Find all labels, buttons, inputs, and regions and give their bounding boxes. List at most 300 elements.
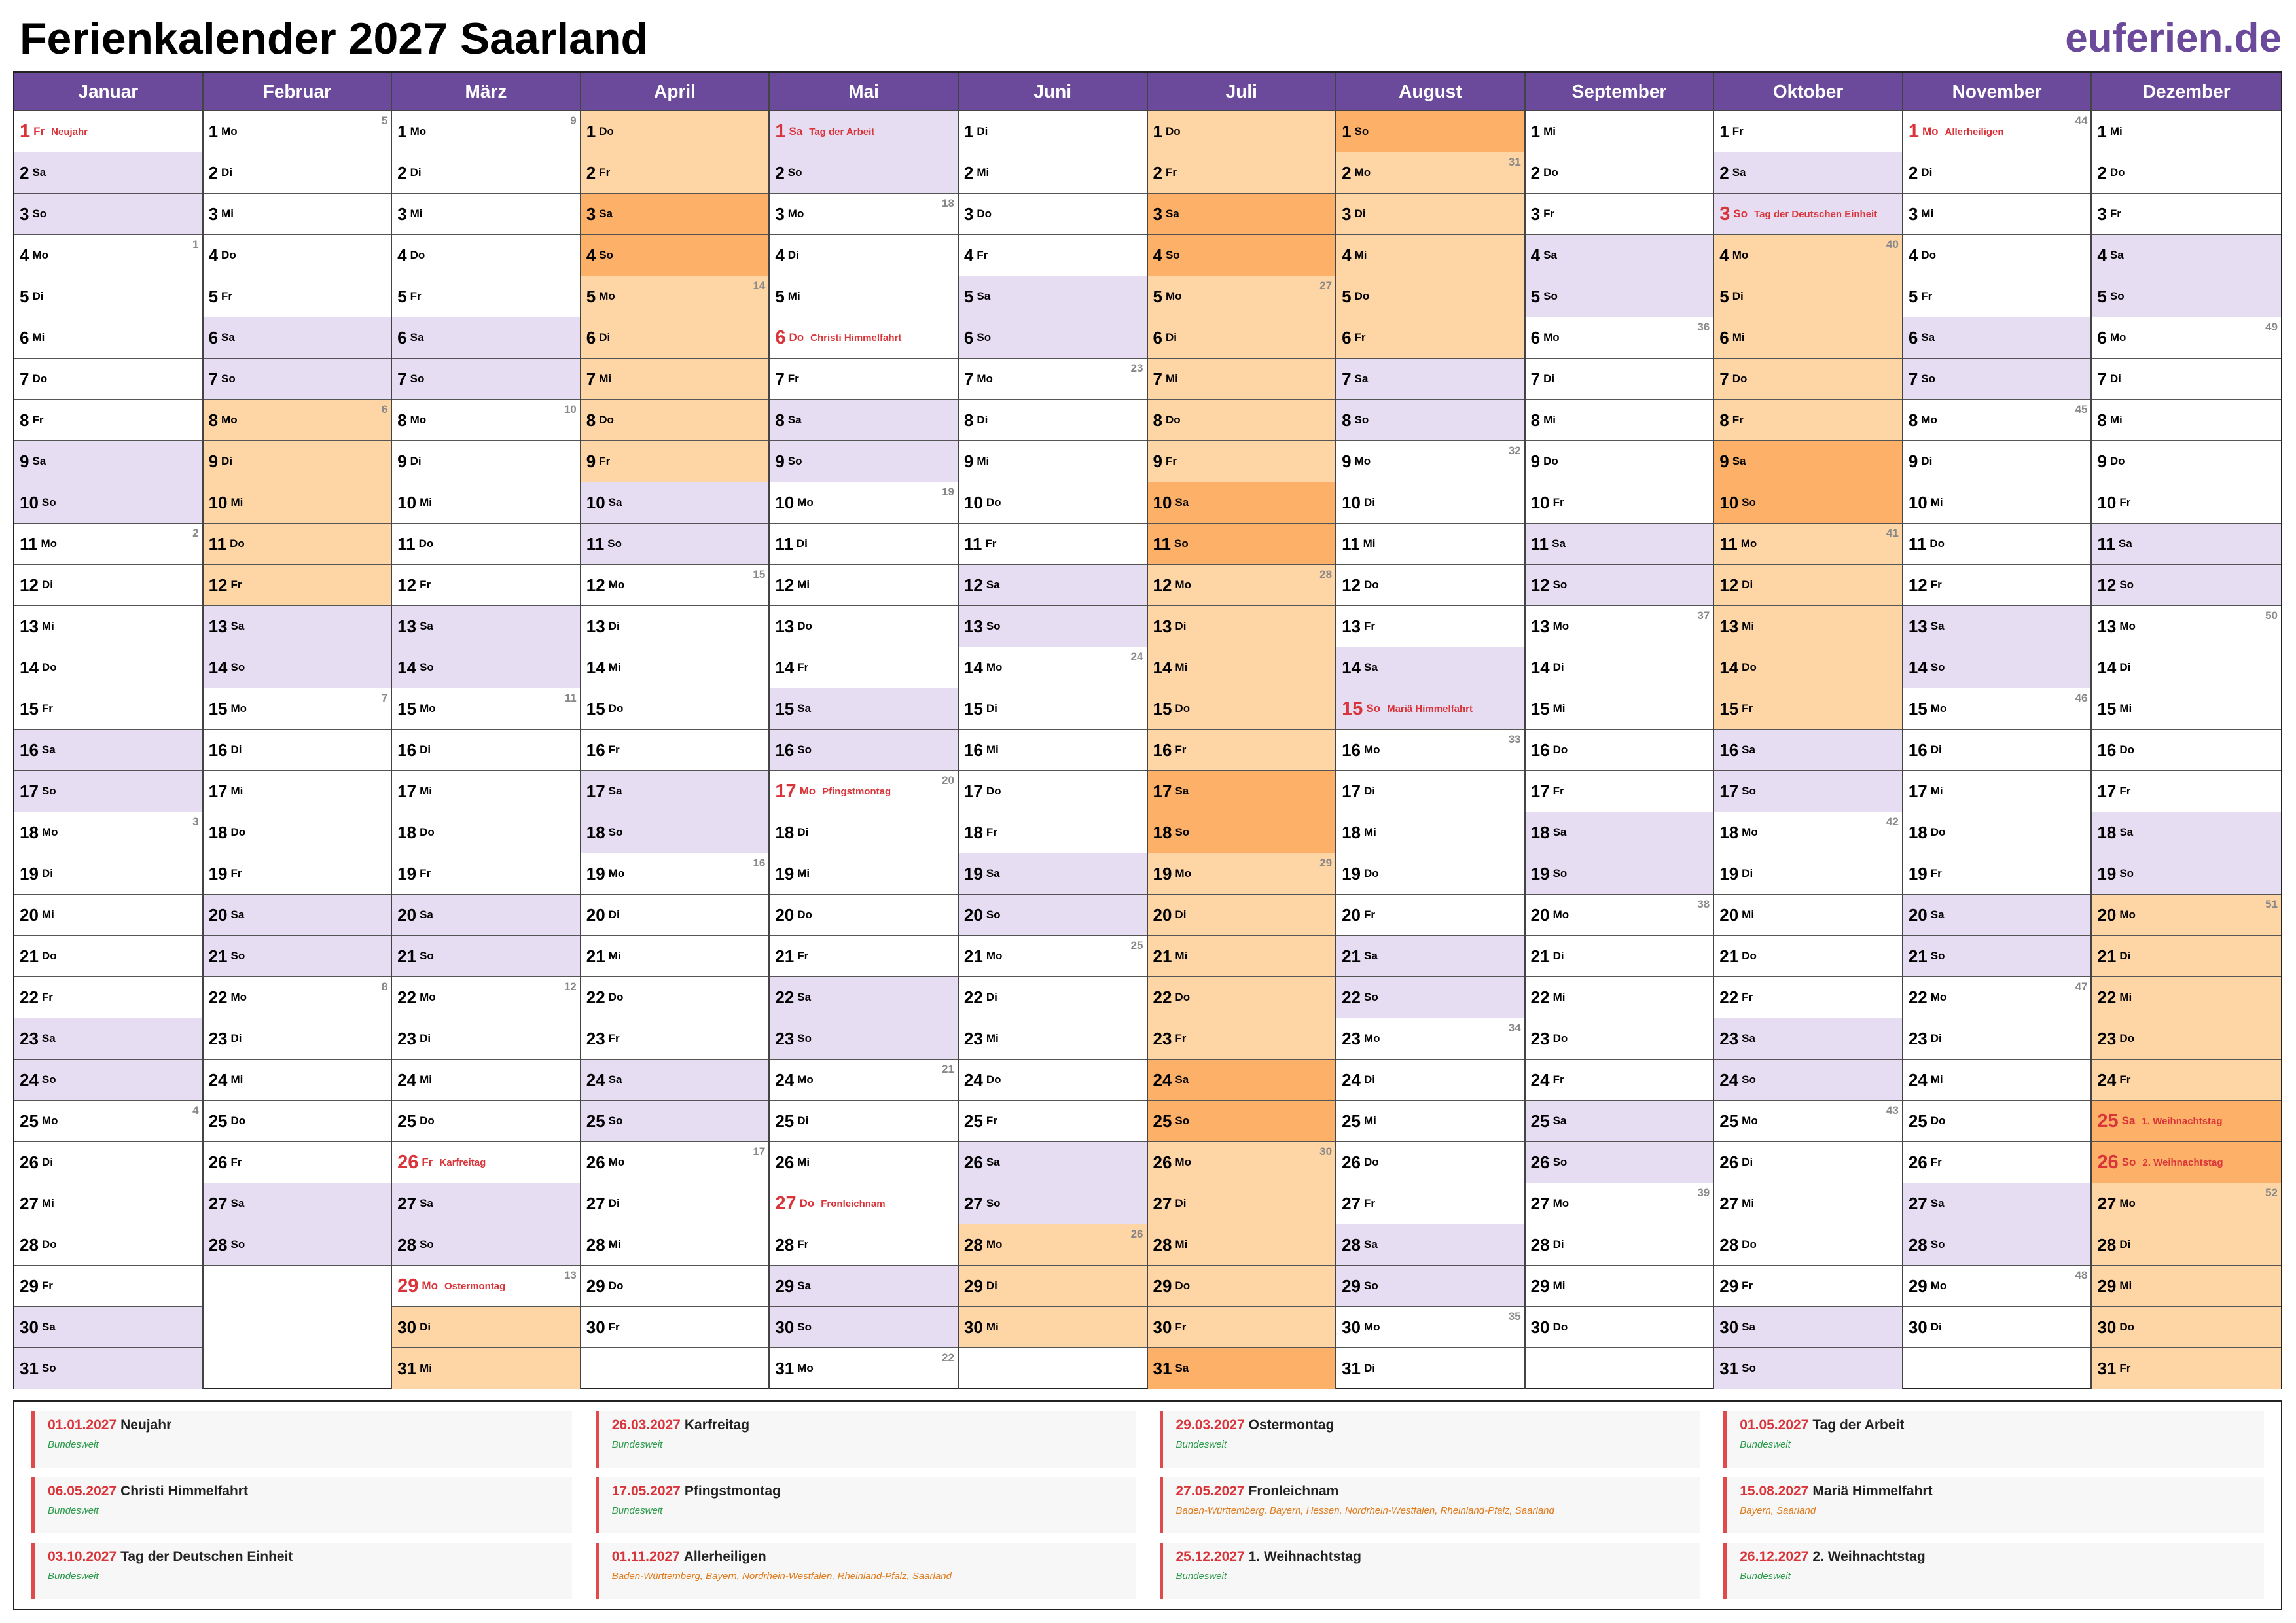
day-cell[interactable]: [1714, 647, 1902, 688]
day-cell[interactable]: [1148, 194, 1336, 235]
day-cell[interactable]: [204, 1224, 391, 1266]
day-cell[interactable]: [1148, 812, 1336, 853]
day-cell[interactable]: [581, 1183, 769, 1224]
day-cell[interactable]: [1526, 1307, 1713, 1348]
day-cell[interactable]: [1526, 606, 1713, 647]
day-cell[interactable]: [770, 1142, 958, 1183]
day-cell[interactable]: [1714, 730, 1902, 771]
day-cell[interactable]: [1526, 977, 1713, 1018]
day-cell[interactable]: [1336, 400, 1524, 441]
day-cell[interactable]: [1336, 812, 1524, 853]
day-cell[interactable]: [1714, 524, 1902, 565]
day-cell[interactable]: [14, 606, 202, 647]
day-cell[interactable]: [204, 441, 391, 482]
day-cell[interactable]: [392, 111, 580, 152]
day-cell[interactable]: [392, 977, 580, 1018]
day-cell[interactable]: [770, 730, 958, 771]
day-cell[interactable]: [2092, 1142, 2281, 1183]
day-cell[interactable]: [392, 771, 580, 812]
day-cell[interactable]: [770, 565, 958, 606]
day-cell[interactable]: [392, 1142, 580, 1183]
day-cell[interactable]: [14, 482, 202, 524]
day-cell[interactable]: [1903, 1142, 2091, 1183]
day-cell[interactable]: [1903, 194, 2091, 235]
day-cell[interactable]: [2092, 194, 2281, 235]
day-cell[interactable]: [392, 359, 580, 400]
day-cell[interactable]: [1714, 936, 1902, 977]
day-cell[interactable]: [1903, 606, 2091, 647]
day-cell[interactable]: [581, 936, 769, 977]
day-cell[interactable]: [770, 688, 958, 730]
day-cell[interactable]: [770, 606, 958, 647]
day-cell[interactable]: [1903, 152, 2091, 194]
day-cell[interactable]: [770, 936, 958, 977]
day-cell[interactable]: [14, 812, 202, 853]
day-cell[interactable]: [1526, 1060, 1713, 1101]
day-cell[interactable]: [770, 317, 958, 359]
day-cell[interactable]: [1714, 276, 1902, 317]
day-cell[interactable]: [1148, 606, 1336, 647]
brand-logo[interactable]: euferien.de: [2065, 16, 2282, 61]
day-cell[interactable]: [14, 152, 202, 194]
day-cell[interactable]: [770, 524, 958, 565]
day-cell[interactable]: [1714, 606, 1902, 647]
day-cell[interactable]: [14, 730, 202, 771]
day-cell[interactable]: [581, 1224, 769, 1266]
day-cell[interactable]: [581, 1307, 769, 1348]
day-cell[interactable]: [1526, 771, 1713, 812]
day-cell[interactable]: [1148, 1142, 1336, 1183]
day-cell[interactable]: [1148, 1307, 1336, 1348]
day-cell[interactable]: [581, 482, 769, 524]
day-cell[interactable]: [14, 317, 202, 359]
day-cell[interactable]: [770, 276, 958, 317]
day-cell[interactable]: [14, 1348, 202, 1389]
day-cell[interactable]: [1336, 1224, 1524, 1266]
day-cell[interactable]: [14, 771, 202, 812]
day-cell[interactable]: [1526, 482, 1713, 524]
day-cell[interactable]: [1148, 1060, 1336, 1101]
day-cell[interactable]: [581, 565, 769, 606]
day-cell[interactable]: [1526, 317, 1713, 359]
day-cell[interactable]: [581, 359, 769, 400]
day-cell[interactable]: [1903, 895, 2091, 936]
day-cell[interactable]: [392, 1183, 580, 1224]
day-cell[interactable]: [204, 1183, 391, 1224]
day-cell[interactable]: [581, 730, 769, 771]
day-cell[interactable]: [1714, 194, 1902, 235]
day-cell[interactable]: [959, 1142, 1147, 1183]
day-cell[interactable]: [392, 276, 580, 317]
day-cell[interactable]: [959, 317, 1147, 359]
day-cell[interactable]: [14, 276, 202, 317]
day-cell[interactable]: [581, 1266, 769, 1307]
day-cell[interactable]: [1526, 647, 1713, 688]
day-cell[interactable]: [1526, 441, 1713, 482]
day-cell[interactable]: [959, 771, 1147, 812]
day-cell[interactable]: [770, 235, 958, 276]
day-cell[interactable]: [392, 812, 580, 853]
day-cell[interactable]: [770, 1060, 958, 1101]
day-cell[interactable]: [14, 1142, 202, 1183]
day-cell[interactable]: [392, 1307, 580, 1348]
day-cell[interactable]: [770, 977, 958, 1018]
day-cell[interactable]: [1903, 1307, 2091, 1348]
day-cell[interactable]: [1336, 276, 1524, 317]
day-cell[interactable]: [204, 1101, 391, 1142]
day-cell[interactable]: [959, 111, 1147, 152]
day-cell[interactable]: [959, 524, 1147, 565]
day-cell[interactable]: [1336, 317, 1524, 359]
day-cell[interactable]: [392, 730, 580, 771]
day-cell[interactable]: [1903, 317, 2091, 359]
day-cell[interactable]: [1526, 1101, 1713, 1142]
day-cell[interactable]: [14, 936, 202, 977]
day-cell[interactable]: [1903, 1018, 2091, 1060]
day-cell[interactable]: [1148, 317, 1336, 359]
day-cell[interactable]: [581, 977, 769, 1018]
day-cell[interactable]: [959, 1018, 1147, 1060]
day-cell[interactable]: [1903, 276, 2091, 317]
day-cell[interactable]: [1148, 441, 1336, 482]
day-cell[interactable]: [581, 606, 769, 647]
day-cell[interactable]: [581, 1101, 769, 1142]
day-cell[interactable]: [1526, 111, 1713, 152]
day-cell[interactable]: [1148, 730, 1336, 771]
day-cell[interactable]: [2092, 688, 2281, 730]
day-cell[interactable]: [770, 111, 958, 152]
day-cell[interactable]: [2092, 111, 2281, 152]
day-cell[interactable]: [770, 812, 958, 853]
day-cell[interactable]: [959, 936, 1147, 977]
day-cell[interactable]: [2092, 1060, 2281, 1101]
day-cell[interactable]: [1903, 359, 2091, 400]
day-cell[interactable]: [1526, 688, 1713, 730]
day-cell[interactable]: [2092, 359, 2281, 400]
day-cell[interactable]: [204, 771, 391, 812]
day-cell[interactable]: [770, 194, 958, 235]
day-cell[interactable]: [1903, 1224, 2091, 1266]
day-cell[interactable]: [959, 977, 1147, 1018]
day-cell[interactable]: [392, 152, 580, 194]
day-cell[interactable]: [1903, 1266, 2091, 1307]
day-cell[interactable]: [392, 688, 580, 730]
day-cell[interactable]: [1336, 977, 1524, 1018]
day-cell[interactable]: [581, 400, 769, 441]
day-cell[interactable]: [1903, 812, 2091, 853]
day-cell[interactable]: [1148, 1348, 1336, 1389]
day-cell[interactable]: [581, 647, 769, 688]
day-cell[interactable]: [204, 977, 391, 1018]
day-cell[interactable]: [204, 688, 391, 730]
day-cell[interactable]: [770, 1101, 958, 1142]
day-cell[interactable]: [1148, 977, 1336, 1018]
day-cell[interactable]: [581, 152, 769, 194]
day-cell[interactable]: [959, 359, 1147, 400]
day-cell[interactable]: [204, 317, 391, 359]
day-cell[interactable]: [1148, 359, 1336, 400]
day-cell[interactable]: [14, 853, 202, 895]
day-cell[interactable]: [1526, 194, 1713, 235]
day-cell[interactable]: [14, 359, 202, 400]
day-cell[interactable]: [581, 111, 769, 152]
day-cell[interactable]: [1336, 853, 1524, 895]
day-cell[interactable]: [581, 276, 769, 317]
day-cell[interactable]: [770, 482, 958, 524]
day-cell[interactable]: [1148, 1101, 1336, 1142]
day-cell[interactable]: [204, 152, 391, 194]
day-cell[interactable]: [2092, 1348, 2281, 1389]
day-cell[interactable]: [581, 194, 769, 235]
day-cell[interactable]: [1903, 853, 2091, 895]
day-cell[interactable]: [14, 400, 202, 441]
day-cell[interactable]: [14, 895, 202, 936]
day-cell[interactable]: [1148, 276, 1336, 317]
day-cell[interactable]: [1526, 1266, 1713, 1307]
day-cell[interactable]: [959, 1101, 1147, 1142]
day-cell[interactable]: [1903, 400, 2091, 441]
day-cell[interactable]: [1714, 1266, 1902, 1307]
day-cell[interactable]: [1336, 936, 1524, 977]
day-cell[interactable]: [392, 524, 580, 565]
day-cell[interactable]: [2092, 730, 2281, 771]
day-cell[interactable]: [2092, 647, 2281, 688]
day-cell[interactable]: [1526, 1018, 1713, 1060]
day-cell[interactable]: [770, 1224, 958, 1266]
day-cell[interactable]: [392, 565, 580, 606]
day-cell[interactable]: [14, 524, 202, 565]
day-cell[interactable]: [959, 152, 1147, 194]
day-cell[interactable]: [1714, 1101, 1902, 1142]
day-cell[interactable]: [1148, 1183, 1336, 1224]
day-cell[interactable]: [959, 1266, 1147, 1307]
day-cell[interactable]: [2092, 936, 2281, 977]
day-cell[interactable]: [1148, 1224, 1336, 1266]
day-cell[interactable]: [959, 853, 1147, 895]
day-cell[interactable]: [581, 317, 769, 359]
day-cell[interactable]: [2092, 482, 2281, 524]
day-cell[interactable]: [1148, 771, 1336, 812]
day-cell[interactable]: [2092, 977, 2281, 1018]
day-cell[interactable]: [1714, 565, 1902, 606]
day-cell[interactable]: [1336, 152, 1524, 194]
day-cell[interactable]: [392, 235, 580, 276]
day-cell[interactable]: [770, 1183, 958, 1224]
day-cell[interactable]: [581, 688, 769, 730]
day-cell[interactable]: [1148, 482, 1336, 524]
day-cell[interactable]: [1336, 359, 1524, 400]
day-cell[interactable]: [1336, 688, 1524, 730]
day-cell[interactable]: [770, 771, 958, 812]
day-cell[interactable]: [204, 730, 391, 771]
day-cell[interactable]: [14, 194, 202, 235]
day-cell[interactable]: [204, 276, 391, 317]
day-cell[interactable]: [1903, 647, 2091, 688]
day-cell[interactable]: [770, 152, 958, 194]
day-cell[interactable]: [770, 359, 958, 400]
day-cell[interactable]: [1336, 482, 1524, 524]
day-cell[interactable]: [1336, 647, 1524, 688]
day-cell[interactable]: [1714, 1142, 1902, 1183]
day-cell[interactable]: [14, 565, 202, 606]
day-cell[interactable]: [1903, 936, 2091, 977]
day-cell[interactable]: [392, 1060, 580, 1101]
day-cell[interactable]: [959, 565, 1147, 606]
day-cell[interactable]: [1714, 1018, 1902, 1060]
day-cell[interactable]: [1526, 276, 1713, 317]
day-cell[interactable]: [14, 1307, 202, 1348]
day-cell[interactable]: [1714, 771, 1902, 812]
day-cell[interactable]: [1336, 235, 1524, 276]
day-cell[interactable]: [581, 441, 769, 482]
day-cell[interactable]: [1526, 565, 1713, 606]
day-cell[interactable]: [581, 235, 769, 276]
day-cell[interactable]: [1336, 1183, 1524, 1224]
day-cell[interactable]: [1903, 441, 2091, 482]
day-cell[interactable]: [2092, 317, 2281, 359]
day-cell[interactable]: [1903, 111, 2091, 152]
day-cell[interactable]: [770, 647, 958, 688]
day-cell[interactable]: [2092, 276, 2281, 317]
day-cell[interactable]: [959, 1224, 1147, 1266]
day-cell[interactable]: [14, 441, 202, 482]
day-cell[interactable]: [204, 111, 391, 152]
day-cell[interactable]: [581, 1142, 769, 1183]
day-cell[interactable]: [959, 194, 1147, 235]
day-cell[interactable]: [770, 441, 958, 482]
day-cell[interactable]: [2092, 771, 2281, 812]
day-cell[interactable]: [1903, 1101, 2091, 1142]
day-cell[interactable]: [1526, 1183, 1713, 1224]
day-cell[interactable]: [1148, 111, 1336, 152]
day-cell[interactable]: [392, 194, 580, 235]
day-cell[interactable]: [1148, 524, 1336, 565]
day-cell[interactable]: [2092, 1224, 2281, 1266]
day-cell[interactable]: [2092, 606, 2281, 647]
day-cell[interactable]: [14, 977, 202, 1018]
day-cell[interactable]: [1336, 111, 1524, 152]
day-cell[interactable]: [1903, 730, 2091, 771]
day-cell[interactable]: [959, 441, 1147, 482]
day-cell[interactable]: [14, 1101, 202, 1142]
day-cell[interactable]: [770, 1266, 958, 1307]
day-cell[interactable]: [1336, 895, 1524, 936]
day-cell[interactable]: [392, 317, 580, 359]
day-cell[interactable]: [1336, 441, 1524, 482]
day-cell[interactable]: [1714, 688, 1902, 730]
day-cell[interactable]: [1336, 1348, 1524, 1389]
day-cell[interactable]: [14, 1266, 202, 1307]
day-cell[interactable]: [392, 1348, 580, 1389]
day-cell[interactable]: [204, 936, 391, 977]
day-cell[interactable]: [1336, 1018, 1524, 1060]
day-cell[interactable]: [1336, 1101, 1524, 1142]
day-cell[interactable]: [959, 1060, 1147, 1101]
day-cell[interactable]: [1148, 1266, 1336, 1307]
day-cell[interactable]: [204, 812, 391, 853]
day-cell[interactable]: [2092, 524, 2281, 565]
day-cell[interactable]: [959, 482, 1147, 524]
day-cell[interactable]: [204, 359, 391, 400]
day-cell[interactable]: [1336, 730, 1524, 771]
day-cell[interactable]: [770, 1018, 958, 1060]
day-cell[interactable]: [392, 482, 580, 524]
day-cell[interactable]: [204, 194, 391, 235]
day-cell[interactable]: [1714, 111, 1902, 152]
day-cell[interactable]: [204, 606, 391, 647]
day-cell[interactable]: [1526, 235, 1713, 276]
day-cell[interactable]: [204, 400, 391, 441]
day-cell[interactable]: [1336, 1060, 1524, 1101]
day-cell[interactable]: [14, 688, 202, 730]
day-cell[interactable]: [1336, 524, 1524, 565]
day-cell[interactable]: [1714, 482, 1902, 524]
day-cell[interactable]: [1526, 400, 1713, 441]
day-cell[interactable]: [959, 606, 1147, 647]
day-cell[interactable]: [204, 1060, 391, 1101]
day-cell[interactable]: [204, 524, 391, 565]
day-cell[interactable]: [1714, 1348, 1902, 1389]
day-cell[interactable]: [1526, 730, 1713, 771]
day-cell[interactable]: [204, 482, 391, 524]
day-cell[interactable]: [959, 276, 1147, 317]
day-cell[interactable]: [1526, 812, 1713, 853]
day-cell[interactable]: [581, 812, 769, 853]
day-cell[interactable]: [1714, 400, 1902, 441]
day-cell[interactable]: [392, 400, 580, 441]
day-cell[interactable]: [1526, 1142, 1713, 1183]
day-cell[interactable]: [14, 235, 202, 276]
day-cell[interactable]: [204, 895, 391, 936]
day-cell[interactable]: [204, 565, 391, 606]
day-cell[interactable]: [1148, 936, 1336, 977]
day-cell[interactable]: [770, 853, 958, 895]
day-cell[interactable]: [1714, 1224, 1902, 1266]
day-cell[interactable]: [392, 1101, 580, 1142]
day-cell[interactable]: [392, 606, 580, 647]
day-cell[interactable]: [2092, 1183, 2281, 1224]
day-cell[interactable]: [2092, 1266, 2281, 1307]
day-cell[interactable]: [581, 524, 769, 565]
day-cell[interactable]: [1336, 1266, 1524, 1307]
day-cell[interactable]: [2092, 895, 2281, 936]
day-cell[interactable]: [2092, 565, 2281, 606]
day-cell[interactable]: [1526, 359, 1713, 400]
day-cell[interactable]: [2092, 812, 2281, 853]
day-cell[interactable]: [581, 853, 769, 895]
day-cell[interactable]: [2092, 152, 2281, 194]
day-cell[interactable]: [581, 895, 769, 936]
day-cell[interactable]: [1336, 771, 1524, 812]
day-cell[interactable]: [392, 1224, 580, 1266]
day-cell[interactable]: [392, 1018, 580, 1060]
day-cell[interactable]: [2092, 235, 2281, 276]
day-cell[interactable]: [959, 895, 1147, 936]
day-cell[interactable]: [1148, 152, 1336, 194]
day-cell[interactable]: [1903, 235, 2091, 276]
day-cell[interactable]: [1903, 1183, 2091, 1224]
day-cell[interactable]: [204, 1018, 391, 1060]
day-cell[interactable]: [959, 730, 1147, 771]
day-cell[interactable]: [14, 1060, 202, 1101]
day-cell[interactable]: [392, 1266, 580, 1307]
day-cell[interactable]: [1526, 1224, 1713, 1266]
day-cell[interactable]: [2092, 400, 2281, 441]
day-cell[interactable]: [1336, 565, 1524, 606]
day-cell[interactable]: [1903, 565, 2091, 606]
day-cell[interactable]: [392, 853, 580, 895]
day-cell[interactable]: [770, 400, 958, 441]
